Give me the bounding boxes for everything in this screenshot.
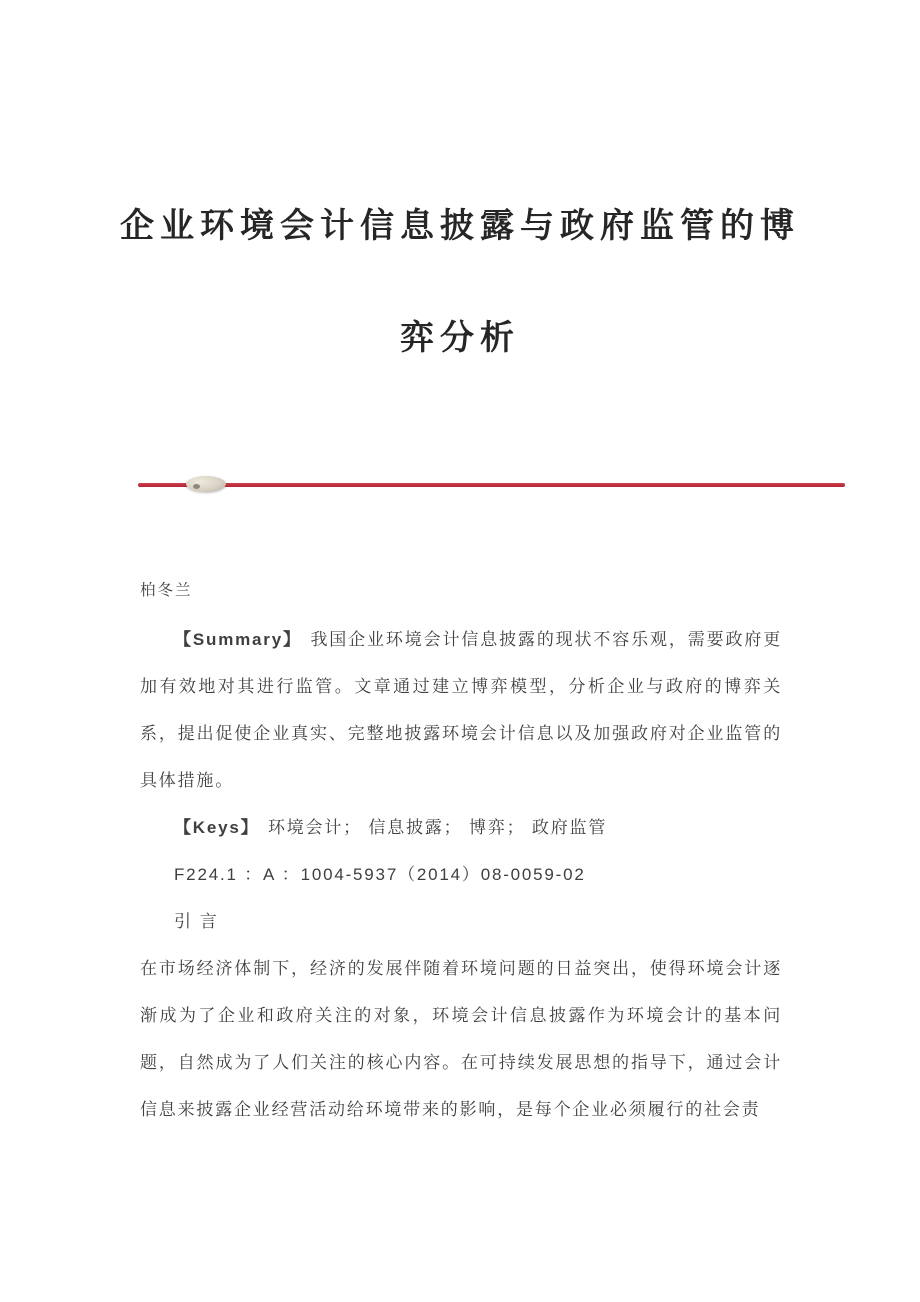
body-paragraph: 在市场经济体制下，经济的发展伴随着环境问题的日益突出，使得环境会计逐渐成为了企业和政府关注的对象，环境会计信息披露作为环境会计的基本问题，自然成为了人们关注的核心内容。在可持续发展思想的指导下，通过会计信息来披露企业经营活动给环境带来的影响，是每个企业必须履行的社会责 — [140, 959, 782, 1119]
page-title-line-2: 弈分析 — [400, 319, 520, 357]
section-heading: 引 言 — [174, 912, 219, 931]
keywords-label: 【Keys】 — [174, 818, 260, 837]
summary-text: 我国企业环境会计信息披露的现状不容乐观，需要政府更加有效地对其进行监管。文章通过建立博弈模型，分析企业与政府的博弈关系，提出促使企业真实、完整地披露环境会计信息以及加强政府对企业监管的具体措施。 — [140, 630, 782, 790]
title-divider-rule — [138, 483, 845, 487]
page-title-line-1: 企业环境会计信息披露与政府监管的博 — [120, 207, 800, 245]
document-body — [140, 616, 782, 1133]
divider-ornament-icon — [186, 476, 226, 492]
summary-label: 【Summary】 — [174, 630, 302, 649]
keywords-line — [140, 804, 782, 851]
classification-line: F224.1 ：A ：1004-5937（2014）08-0059-02 — [174, 865, 586, 884]
keywords-text: 环境会计； 信息披露； 博弈； 政府监管 — [267, 818, 608, 837]
author-name: 柏冬兰 — [140, 582, 193, 599]
summary-paragraph — [140, 616, 782, 804]
